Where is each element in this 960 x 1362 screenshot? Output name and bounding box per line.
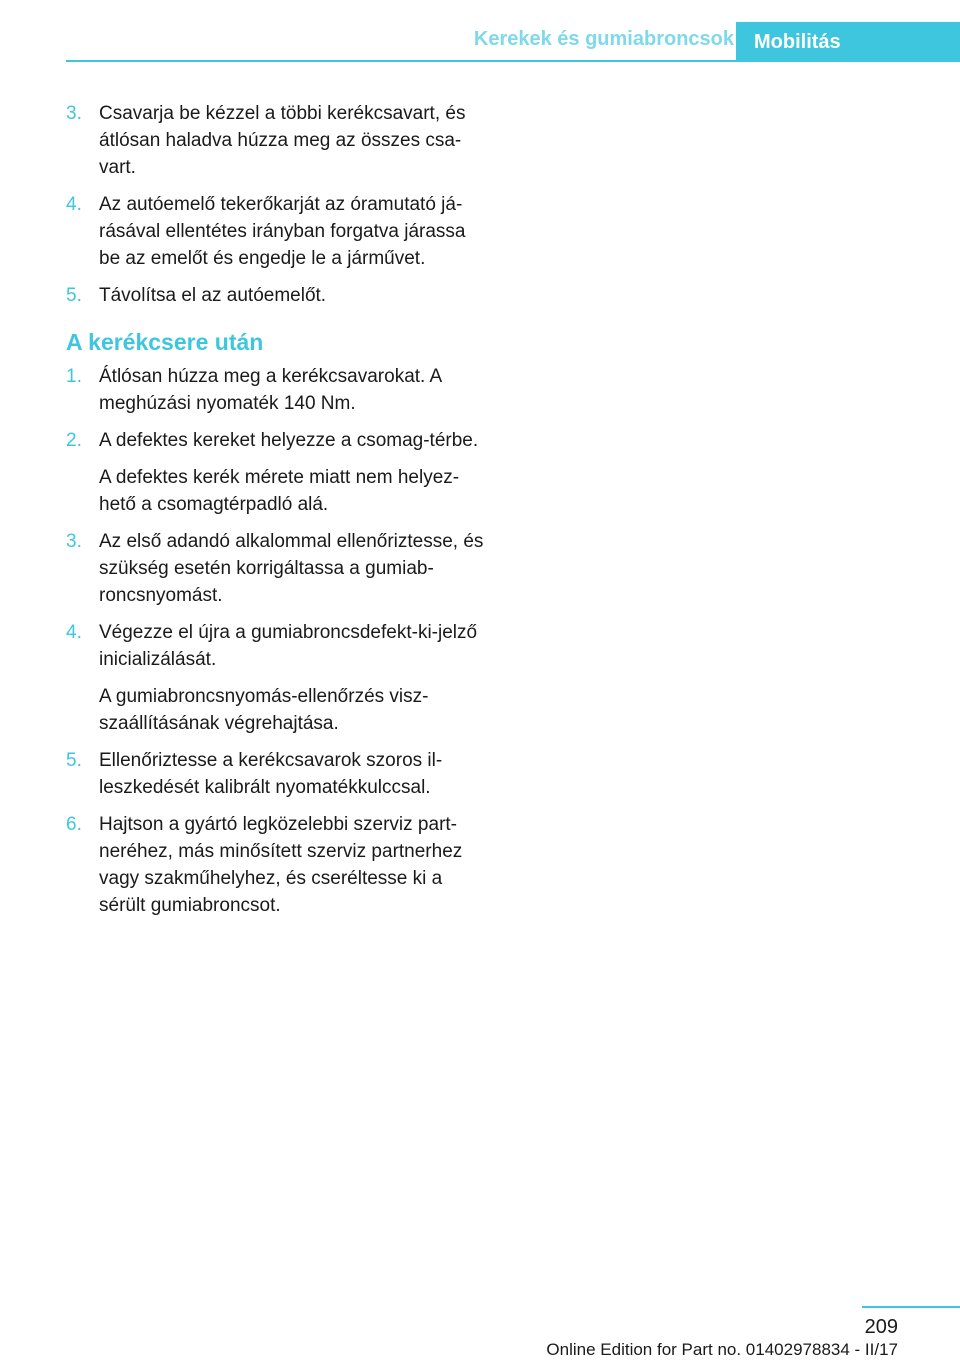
header-chapter-tab	[736, 22, 960, 62]
step-note: A defektes kerék mérete miatt nem helyez‐hető a csomagtérpadló alá.	[99, 467, 460, 515]
step-number: 4.	[66, 194, 82, 215]
main-content	[66, 100, 486, 929]
step-number: 2.	[66, 430, 82, 451]
step-number: 5.	[66, 285, 82, 306]
list-item	[66, 100, 486, 181]
list-item	[66, 427, 486, 518]
step-text: Az autóemelő tekerőkarját az óramutató já‐rásával ellentétes irányban forgatva járassa be az emelőt és engedje le a járművet.	[99, 194, 466, 269]
header-section-title: Kerekek és gumiabroncsok	[473, 28, 734, 50]
list-item	[66, 363, 486, 417]
step-number: 3.	[66, 103, 82, 124]
footer-rule	[862, 1306, 960, 1308]
step-number: 3.	[66, 531, 82, 552]
step-text: Távolítsa el az autóemelőt.	[99, 285, 327, 306]
list-item	[66, 282, 486, 309]
step-text: Hajtson a gyártó legközelebbi szerviz part‐neréhez, más minősített szerviz partnerhez vagy szakműhelyhez, és cseréltesse ki a sérült gumiabroncsot.	[99, 814, 463, 916]
edition-note: Online Edition for Part no. 01402978834 - II/17	[546, 1340, 898, 1359]
step-number: 5.	[66, 750, 82, 771]
step-text: A defektes kereket helyezze a csomag‐térbe.	[99, 430, 479, 451]
step-number: 6.	[66, 814, 82, 835]
list-item	[66, 747, 486, 801]
list-item	[66, 619, 486, 737]
step-text: Ellenőriztesse a kerékcsavarok szoros il‐leszkedését kalibrált nyomatékkulccsal.	[99, 750, 443, 798]
page-number: 209	[864, 1316, 898, 1338]
step-text: Csavarja be kézzel a többi kerékcsavart, és átlósan haladva húzza meg az összes csa‐vart.	[99, 103, 466, 178]
header-chapter-label: Mobilitás	[754, 30, 841, 53]
list-item	[66, 528, 486, 609]
list-item	[66, 191, 486, 272]
section-heading: A kerékcsere után	[66, 329, 264, 355]
step-number: 1.	[66, 366, 82, 387]
step-text: Az első adandó alkalommal ellenőriztesse, és szükség esetén korrigáltassa a gumiab‐roncsnyomást.	[99, 531, 484, 606]
step-note: A gumiabroncsnyomás-ellenőrzés visz‐szaállításának végrehajtása.	[99, 686, 429, 734]
step-text: Átlósan húzza meg a kerékcsavarokat. A meghúzási nyomaték 140 Nm.	[99, 366, 442, 414]
list-item	[66, 811, 486, 919]
step-number: 4.	[66, 622, 82, 643]
step-text: Végezze el újra a gumiabroncsdefekt-ki‐jelző inicializálását.	[99, 622, 478, 670]
